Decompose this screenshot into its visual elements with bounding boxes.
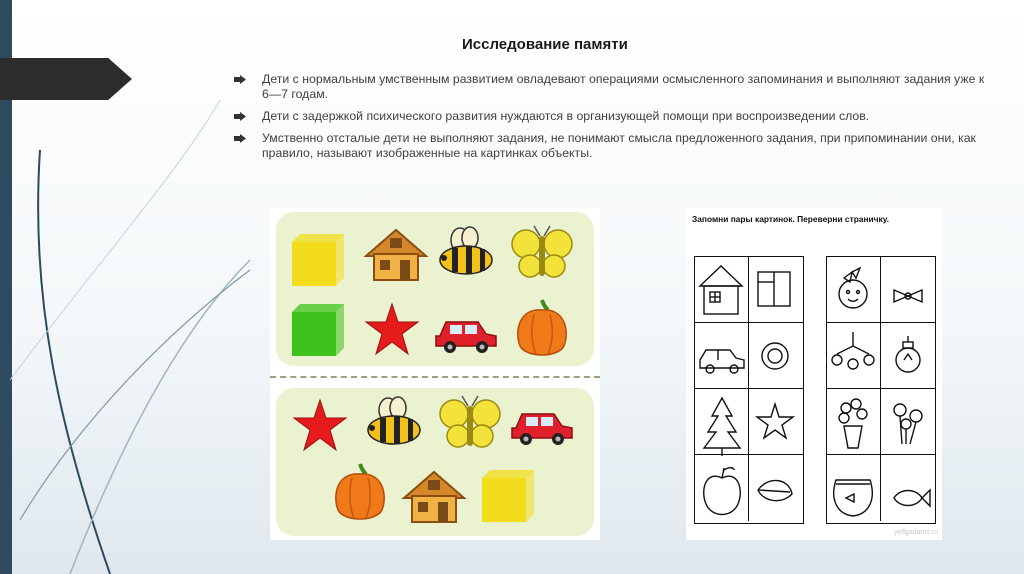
yellow-cube-icon (292, 234, 344, 286)
slide-title: Исследование памяти (462, 36, 628, 53)
chandelier-icon (832, 332, 874, 369)
memory-pairs-color-picture (270, 208, 600, 540)
leaf-icon (758, 480, 792, 500)
slide-marker-tab (0, 58, 132, 100)
red-car-icon (512, 414, 572, 445)
butterfly-icon (512, 226, 572, 277)
car-icon (700, 350, 744, 373)
aquarium-icon (834, 480, 873, 516)
picture-objects (270, 208, 600, 540)
bullet-list (232, 72, 992, 168)
bee-icon (440, 227, 492, 274)
house-icon (366, 230, 426, 280)
house-icon (700, 266, 742, 314)
red-star-icon (294, 400, 346, 450)
flowers-icon (894, 404, 922, 444)
bullet-text: Дети с задержкой психического развития нуждаются в организующей помощи при воспроизведении слов. (262, 109, 870, 123)
bullet-item (232, 72, 992, 102)
ring-icon (762, 343, 788, 369)
bullet-item (232, 109, 992, 124)
memory-pairs-line-picture (686, 208, 942, 540)
yellow-cube-icon (482, 470, 534, 522)
butterfly-icon (440, 396, 500, 447)
pepper-icon (518, 300, 566, 355)
green-cube-icon (292, 304, 344, 356)
flower-vase-icon (839, 399, 867, 448)
bullet-item (232, 131, 992, 161)
bee-icon (368, 397, 420, 444)
arrow-bullet-icon (234, 112, 246, 121)
pepper-icon (336, 464, 384, 519)
red-star-icon (366, 304, 418, 354)
lamp-icon (896, 336, 920, 372)
star-icon (757, 404, 793, 438)
line-drawings (686, 208, 942, 540)
window-icon (758, 272, 790, 306)
instruction-text: Запомни пары картинок. Переверни страничку. (692, 214, 889, 224)
bullet-text: Умственно отсталые дети не выполняют задания, не понимают смысла предложенного задания, при припоминании они, как правило, называют изображенные на картинках объекты. (262, 131, 976, 160)
arrow-bullet-icon (234, 75, 246, 84)
fir-tree-icon (704, 398, 740, 456)
apple-icon (704, 468, 741, 515)
bow-icon (894, 290, 922, 302)
girl-face-icon (839, 268, 867, 308)
house-icon (404, 472, 464, 522)
watermark: yelfgadams.ru (894, 529, 938, 536)
red-car-icon (436, 322, 496, 353)
bullet-text: Дети с нормальным умственным развитием овладевают операциями осмысленного запоминания и выполняют задания уже к 6—7 годам. (262, 72, 985, 101)
arrow-bullet-icon (234, 134, 246, 143)
fish-icon (894, 490, 930, 506)
